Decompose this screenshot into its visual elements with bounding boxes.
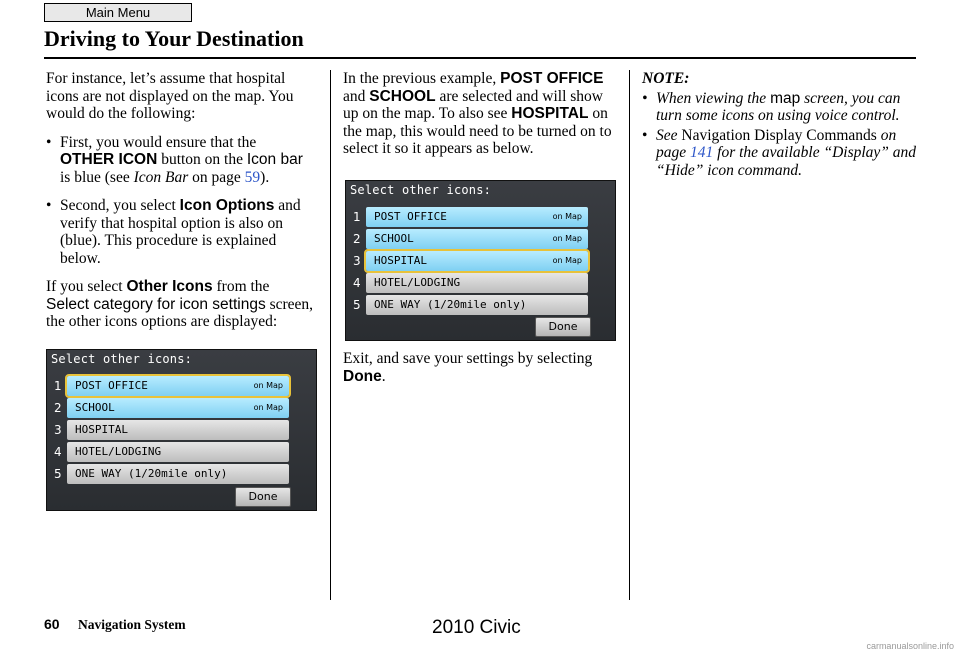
hospital-button[interactable]: HOSPITAL [67,420,289,440]
one-way-button[interactable]: ONE WAY (1/20mile only) [366,295,588,315]
note-display-commands: • See Navigation Display Commands on page 141 for the available “Display” and “Hide” icon command. [642,127,917,180]
page-59-link[interactable]: 59 [244,168,261,186]
hotel-lodging-button[interactable]: HOTEL/LODGING [67,442,289,462]
hotel-lodging-button[interactable]: HOTEL/LODGING [366,273,588,293]
column-1 [46,70,314,342]
nav-row [47,464,316,486]
row-number: 5 [54,467,62,481]
nav-row [346,295,615,317]
page-number: 60 [44,616,60,632]
row-number: 1 [54,379,62,393]
nav-row [346,207,615,229]
note-label: NOTE: [642,70,690,87]
nav-screen-title: Select other icons: [350,183,492,197]
school-button[interactable]: SCHOOL on Map [67,398,289,418]
main-menu-button[interactable]: Main Menu [44,3,192,22]
row-number: 2 [353,232,361,246]
intro-paragraph: For instance, let’s assume that hospital icons are not displayed on the map. You would do the following: [46,70,294,122]
note-voice-control: • When viewing the map screen, you can turn some icons on using voice control. [642,90,917,125]
row-number: 1 [353,210,361,224]
row-number: 4 [353,276,361,290]
page-141-link[interactable]: 141 [690,144,714,161]
footer-system-label: Navigation System [78,617,186,632]
nav-row [346,273,615,295]
nav-row [47,442,316,464]
nav-row [346,229,615,251]
row-number: 4 [54,445,62,459]
bullet-first: • First, you would ensure that the OTHER ICON button on the Icon bar is blue (see Icon Bar on page 59). [46,134,314,187]
row-number: 5 [353,298,361,312]
watermark: carmanualsonline.info [866,641,954,651]
one-way-button[interactable]: ONE WAY (1/20mile only) [67,464,289,484]
previous-example-paragraph: In the previous example, POST OFFICE and SCHOOL are selected and will show up on the map. To also see HOSPITAL on the map, this would need to be turned on to select it so it appears as below. [343,70,612,157]
exit-save-paragraph: Exit, and save your settings by selecting Done. [343,350,593,385]
other-icons-paragraph: If you select Other Icons from the Select category for icon settings screen, the other icons options are displayed: [46,278,314,330]
column-divider [330,70,331,600]
nav-row [47,398,316,420]
row-number: 3 [54,423,62,437]
done-button[interactable]: Done [235,487,291,507]
school-button[interactable]: SCHOOL on Map [366,229,588,249]
column-3 [642,70,917,190]
nav-screen-title: Select other icons: [51,352,193,366]
column-2-bottom [343,350,615,396]
nav-screen-after [345,180,616,341]
nav-row [346,251,615,273]
nav-screen-before [46,349,317,511]
page-title: Driving to Your Destination [44,26,304,51]
bullet-second: • Second, you select Icon Options and verify that hospital option is also on (blue). This procedure is explained below. [46,197,314,267]
nav-row [47,376,316,398]
row-number: 2 [54,401,62,415]
post-office-button[interactable]: POST OFFICE on Map [366,207,588,227]
title-rule [44,57,916,59]
nav-row [47,420,316,442]
column-divider [629,70,630,600]
row-number: 3 [353,254,361,268]
footer-model-label: 2010 Civic [432,617,521,638]
column-2 [343,70,615,169]
hospital-button[interactable]: HOSPITAL on Map [366,251,588,271]
post-office-button[interactable]: POST OFFICE on Map [67,376,289,396]
done-button[interactable]: Done [535,317,591,337]
